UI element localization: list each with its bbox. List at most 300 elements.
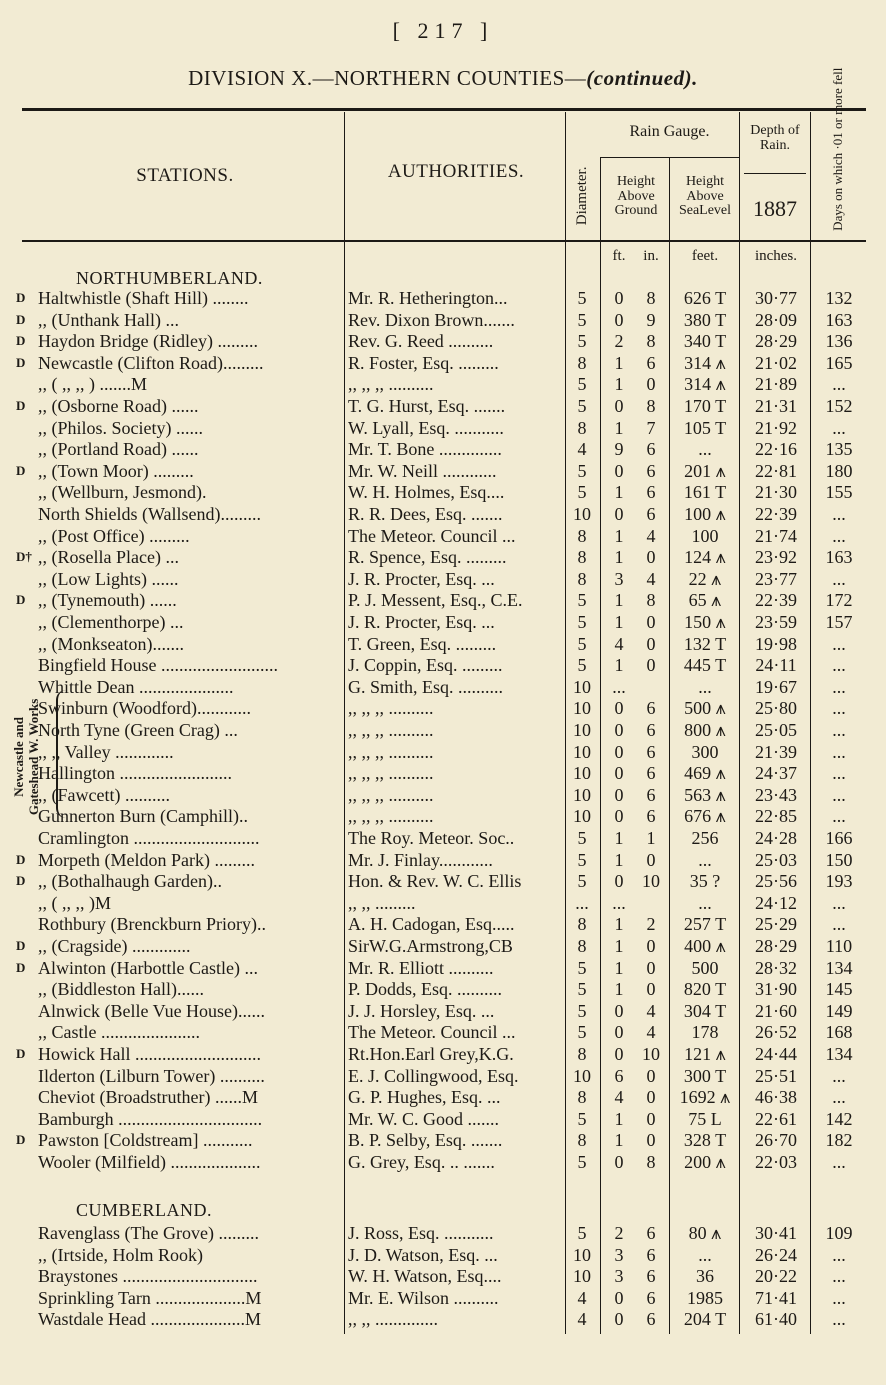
rain-days-cell: ... [832,633,846,654]
height-ft-cell: 0 [614,1044,624,1064]
rain-days-cell: ... [832,892,846,913]
authority-cell: T. Green, Esq. ......... [348,633,497,654]
station-cell: North Tyne (Green Crag) ... [38,720,238,740]
height-in-cell: 0 [646,547,656,568]
height-in-cell: 2 [646,914,656,935]
height-in-cell: 0 [646,957,656,978]
authority-cell: The Roy. Meteor. Soc.. [348,828,515,848]
authority-cell: ,, ,, ,, .......... [348,720,434,740]
station-cell: Ravenglass (The Grove) ......... [38,1223,259,1243]
station-cell: ,, ( ,, ,, )M [38,892,111,913]
height-in-cell: 6 [646,1309,656,1330]
diameter-cell: 10 [573,806,591,827]
section-heading: CUMBERLAND. [76,1200,213,1220]
diameter-cell: 10 [573,698,591,719]
authority-cell: Mr. W. Neill ............ [348,460,497,481]
height-ft-cell: 0 [614,741,624,762]
table-row [0,1021,886,1043]
station-cell: North Shields (Wallsend)......... [38,504,262,524]
height-in-cell: 6 [646,720,656,740]
diameter-cell: 8 [577,547,587,568]
station-cell: Cramlington ............................ [38,828,260,848]
rain-depth-cell: 25·29 [755,914,797,935]
authority-cell: ,, ,, ......... [348,892,416,913]
height-in-cell: 8 [646,590,656,611]
diameter-cell: 8 [577,417,587,438]
diameter-cell: 5 [577,1152,587,1172]
rain-depth-cell: 25·03 [755,849,797,870]
station-cell: Morpeth (Meldon Park) ......... [38,849,255,870]
rain-depth-cell: 21·74 [755,525,797,546]
table-row [0,719,886,741]
rain-depth-cell: 25·80 [755,698,797,719]
rain-days-cell: ... [832,806,846,827]
rain-depth-cell: 23·43 [755,784,797,805]
rain-depth-cell: 25·56 [755,871,797,892]
height-in-cell: 0 [646,374,656,395]
rain-days-cell: ... [832,1244,846,1265]
sea-level-cell: 500 [691,957,719,978]
rain-depth-cell: 23·77 [755,568,797,589]
rain-depth-cell: 22·39 [755,590,797,611]
station-cell: Wooler (Milfield) .................... [38,1152,261,1172]
authority-cell: Mr. J. Finlay............ [348,849,493,870]
height-in-cell: 6 [646,439,656,460]
rain-days-cell: ... [832,1065,846,1086]
height-ft-cell: 0 [614,504,624,524]
diameter-cell: 5 [577,1022,587,1043]
rain-depth-cell: 21·60 [755,1000,797,1021]
row-mark: D† [16,549,32,565]
height-ft-cell: 1 [614,914,624,935]
authority-cell: J. D. Watson, Esq. ... [348,1244,498,1265]
sea-level-cell: 161 T [683,482,727,503]
authority-cell: W. H. Watson, Esq.... [348,1266,502,1287]
rain-days-cell: ... [832,1287,846,1308]
authority-cell: The Meteor. Council ... [348,1022,516,1043]
station-cell: Sprinkling Tarn ....................M [38,1287,262,1308]
station-cell: ,, (Monkseaton)....... [38,633,184,654]
height-in-cell: 0 [646,849,656,870]
rain-depth-cell: 28·29 [755,331,797,352]
row-mark: D [16,873,26,889]
height-in-cell: 4 [646,1022,656,1043]
height-ft-cell: 0 [614,763,624,784]
station-cell: ,, (Irtside, Holm Rook) [38,1244,203,1265]
height-ft-cell: 0 [614,871,624,892]
height-ft-cell: 0 [614,1309,624,1330]
height-in-cell: 7 [646,417,656,438]
diameter-cell: 10 [573,504,591,524]
sea-level-cell: 170 T [683,396,727,416]
height-ft-cell: 0 [614,698,624,719]
rain-days-cell: 163 [825,547,853,568]
days-header: Days on which ·01 or more fell [830,67,846,231]
authority-cell: E. J. Collingwood, Esq. [348,1065,519,1086]
height-ft-cell: 1 [614,936,624,956]
sea-level-cell: 445 T [683,655,727,676]
authority-cell: R. Spence, Esq. ......... [348,547,507,568]
authority-cell: Hon. & Rev. W. C. Ellis [348,871,522,892]
table-row [0,697,886,719]
row-mark: D [16,311,26,327]
sea-level-cell: ... [698,439,712,460]
authority-cell: W. H. Holmes, Esq.... [348,482,505,503]
table-row [0,762,886,784]
station-cell: ,, (Post Office) ......... [38,525,190,546]
diameter-cell: 5 [577,482,587,503]
rain-days-cell: ... [832,1152,846,1172]
station-cell: ,, (Philos. Society) ...... [38,417,203,438]
station-cell: ,, (Rosella Place) ... [38,547,179,568]
height-in-cell: 8 [646,288,656,308]
unit-in: in. [643,248,659,264]
diameter-cell: 8 [577,936,587,956]
sea-level-cell: 314 ⩚ [684,374,726,395]
height-in-cell: 0 [646,633,656,654]
authority-cell: Rt.Hon.Earl Grey,K.G. [348,1044,514,1064]
table-row [0,352,886,374]
division-title [0,66,886,91]
sea-level-cell: ... [698,892,712,913]
station-cell: Hallington ......................... [38,763,232,784]
table-row [0,633,886,655]
rain-depth-cell: 71·41 [755,1287,797,1308]
height-in-cell: 9 [646,309,656,330]
height-ft-cell: 9 [614,439,624,460]
row-mark: D [16,938,26,953]
row-mark: D [16,592,26,608]
rain-gauge-rule [600,157,739,158]
sea-level-cell: 380 T [683,309,727,330]
diameter-cell: 5 [577,849,587,870]
rain-depth-cell: 28·09 [755,309,797,330]
height-ft-cell: 4 [614,633,624,654]
sea-level-cell: 500 ⩚ [684,698,726,719]
height-in-cell: 6 [646,352,656,373]
table-row [0,935,886,957]
height-in-cell: 0 [646,936,656,956]
table-row [0,892,886,914]
height-ft-cell: 1 [614,1108,624,1129]
authority-cell: ,, ,, ,, .......... [348,806,434,827]
height-in-cell: 10 [642,871,660,892]
height-in-cell: 8 [646,396,656,416]
height-ft-cell: 0 [614,1152,624,1172]
rain-depth-cell: 30·41 [755,1223,797,1243]
table-row [0,417,886,439]
height-ft-cell: 1 [614,590,624,611]
height-ft-cell: 1 [614,957,624,978]
diameter-cell: 8 [577,1087,587,1108]
sea-level-cell: ... [698,1244,712,1265]
sea-level-cell: 800 ⩚ [684,720,726,740]
rain-days-cell: ... [832,504,846,524]
authority-cell: Rev. G. Reed .......... [348,331,494,352]
rain-depth-cell: 22·61 [755,1108,797,1129]
diameter-cell: 8 [577,1130,587,1151]
height-ft-cell: 0 [614,1022,624,1043]
table-row [0,395,886,417]
station-cell: ,, (Unthank Hall) ... [38,309,179,330]
diameter-cell: 8 [577,1044,587,1064]
table-row [0,870,886,892]
height-in-cell: 6 [646,763,656,784]
table-row [0,330,886,352]
diameter-cell: 5 [577,1223,587,1243]
station-cell: Braystones .............................. [38,1266,258,1287]
station-cell: Haltwhistle (Shaft Hill) ........ [38,288,249,308]
height-in-cell: 0 [646,1065,656,1086]
diameter-cell: 5 [577,1000,587,1021]
height-in-cell: 6 [646,460,656,481]
year-header: 1887 [753,196,797,221]
station-cell: ,, (Low Lights) ...... [38,568,179,589]
table-row [0,1265,886,1287]
diameter-cell: 5 [577,396,587,416]
station-cell: ,, Castle ...................... [38,1022,200,1043]
sea-level-cell: 100 ⩚ [684,504,726,524]
sea-level-cell: 132 T [683,633,727,654]
height-in-cell: 4 [646,568,656,589]
top-rule [22,108,866,111]
height-ft-cell: 0 [614,1000,624,1021]
table-row [0,827,886,849]
sea-level-cell: 400 ⩚ [684,936,726,956]
authority-cell: The Meteor. Council ... [348,525,516,546]
diameter-cell: 4 [577,1309,587,1330]
height-ft-cell: ... [612,892,626,913]
authority-cell: Mr. E. Wilson .......... [348,1287,499,1308]
height-in-cell: 6 [646,784,656,805]
rain-depth-cell: 26·70 [755,1130,797,1151]
station-cell: Bamburgh ................................ [38,1108,263,1129]
station-cell: ,, (Wellburn, Jesmond). [38,482,207,503]
station-cell: ,, (Clementhorpe) ... [38,612,184,632]
rain-depth-cell: 20·22 [755,1266,797,1287]
rain-days-cell: ... [832,698,846,719]
authority-cell: Mr. T. Bone .............. [348,439,502,460]
height-ft-cell: 0 [614,460,624,481]
height-ft-cell: 1 [614,849,624,870]
sea-level-cell: 100 [691,525,719,546]
station-cell: Swinburn (Woodford)............ [38,698,252,719]
authority-cell: G. P. Hughes, Esq. ... [348,1087,501,1108]
sea-level-cell: 820 T [683,979,727,1000]
table-row [0,1308,886,1330]
sea-level-cell: 1985 [687,1287,723,1308]
table-row [0,805,886,827]
rain-days-cell: 157 [825,612,853,632]
row-mark: D [16,1132,26,1148]
table-row [0,525,886,547]
sea-level-cell: 563 ⩚ [684,784,726,805]
height-ft-cell: 1 [614,1130,624,1151]
table-row [0,568,886,590]
rain-days-cell: ... [832,525,846,546]
depth-header: Depth of Rain. [750,123,800,153]
rain-depth-cell: 23·92 [755,547,797,568]
height-in-cell: 0 [646,612,656,632]
table-row [0,1129,886,1151]
rain-days-cell: 136 [825,331,853,352]
rain-days-cell: ... [832,763,846,784]
row-mark: D [16,354,26,370]
unit-ft: ft. [612,248,626,264]
diameter-cell: 5 [577,871,587,892]
authority-cell: A. H. Cadogan, Esq..... [348,914,515,935]
height-ft-cell: 3 [614,1244,624,1265]
diameter-cell: 5 [577,590,587,611]
rain-depth-cell: 28·32 [755,957,797,978]
sea-level-cell: 124 ⩚ [684,547,726,568]
sea-level-cell: 314 ⩚ [684,352,726,373]
sea-level-cell: 1692 ⩚ [679,1087,731,1108]
diameter-cell: 8 [577,568,587,589]
authority-cell: B. P. Selby, Esq. ....... [348,1130,503,1151]
sea-level-cell: 80 ⩚ [688,1223,722,1243]
rain-days-cell: 150 [825,849,853,870]
table-row [0,741,886,763]
sea-level-cell: 75 L [688,1108,722,1129]
authority-cell: R. R. Dees, Esq. ....... [348,504,503,524]
rain-days-cell: ... [832,417,846,438]
height-in-cell: 8 [646,1152,656,1172]
diameter-cell: 10 [573,1065,591,1086]
authority-cell: G. Smith, Esq. .......... [348,676,504,697]
height-ft-cell: 0 [614,720,624,740]
sea-level-cell: 256 [691,828,719,848]
table-row [0,1222,886,1244]
rain-days-cell: ... [832,914,846,935]
diameter-cell: 4 [577,439,587,460]
station-cell: ,, (Tynemouth) ...... [38,590,177,611]
diameter-cell: 5 [577,374,587,395]
rain-depth-cell: 21·30 [755,482,797,503]
authority-cell: Mr. R. Elliott .......... [348,957,494,978]
height-in-cell: 0 [646,1130,656,1151]
station-cell: ,, ( ,, ,, ) .......M [38,374,147,395]
table-row [0,913,886,935]
rain-days-cell: 180 [825,460,853,481]
height-ft-cell: 0 [614,806,624,827]
height-in-cell: 6 [646,1244,656,1265]
diameter-header: Diameter. [574,166,591,226]
height-ft-cell: 3 [614,1266,624,1287]
station-cell: ,, ,, Valley ............. [38,741,174,762]
authority-cell: T. G. Hurst, Esq. ....... [348,396,506,416]
stations-header: STATIONS. [136,165,234,186]
sea-level-cell: ... [698,849,712,870]
rain-depth-cell: 22·03 [755,1152,797,1172]
table-row [0,1065,886,1087]
station-cell: Rothbury (Brenckburn Priory).. [38,914,266,935]
sea-level-cell: 121 ⩚ [684,1044,726,1064]
height-in-cell: 8 [646,331,656,352]
sea-level-cell: 105 T [683,417,727,438]
rain-depth-cell: 24·44 [755,1044,797,1064]
rain-days-cell: 182 [825,1130,853,1151]
diameter-cell: 10 [573,784,591,805]
table-row [0,309,886,331]
authority-cell: ,, ,, ,, .......... [348,784,434,805]
diameter-cell: 5 [577,460,587,481]
height-in-cell [634,892,668,914]
diameter-cell: 5 [577,288,587,308]
rain-days-cell: ... [832,1266,846,1287]
division-title-suffix: (continued). [586,66,698,90]
sea-level-cell: 300 [691,741,719,762]
station-cell: Alwinton (Harbottle Castle) ... [38,957,258,978]
rain-days-cell: ... [832,374,846,395]
diameter-cell: 5 [577,309,587,330]
rain-days-cell: ... [832,1309,846,1330]
rain-gauge-header: Rain Gauge. [629,123,710,140]
authority-cell: Mr. W. C. Good ....... [348,1108,500,1129]
rain-days-cell: ... [832,741,846,762]
station-cell: ,, (Biddleston Hall)...... [38,979,204,1000]
height-in-cell: 4 [646,1000,656,1021]
section-heading: NORTHUMBERLAND. [76,268,263,288]
station-cell: Cheviot (Broadstruther) ......M [38,1087,258,1108]
diameter-cell: 10 [573,1266,591,1287]
table-row [0,654,886,676]
rain-depth-cell: 22·85 [755,806,797,827]
height-in-cell: 0 [646,1087,656,1108]
authority-cell: J. Ross, Esq. ........... [348,1223,494,1243]
row-mark: D [16,333,26,349]
table-row [0,784,886,806]
rain-days-cell: 193 [825,871,853,892]
rain-days-cell: 142 [825,1108,853,1129]
height-in-cell: 4 [646,525,656,546]
rain-days-cell: 149 [825,1000,853,1021]
rain-days-cell: 110 [825,936,853,956]
rain-days-cell: ... [832,655,846,676]
division-title-text: DIVISION X.—NORTHERN COUNTIES— [188,66,587,90]
row-mark: D [16,290,26,305]
authority-cell: J. Coppin, Esq. ......... [348,655,503,676]
diameter-cell: 10 [573,741,591,762]
diameter-cell: 5 [577,1108,587,1129]
height-ft-cell: 2 [614,331,624,352]
station-cell: Bingfield House .......................... [38,655,278,676]
rain-depth-cell: 46·38 [755,1087,797,1108]
height-ft-cell: 4 [614,1087,624,1108]
height-in-cell: 6 [646,504,656,524]
rain-days-cell: 163 [825,309,853,330]
rain-depth-cell: 24·11 [755,655,797,676]
station-cell: Alnwick (Belle Vue House)...... [38,1000,266,1021]
sea-level-cell: 178 [691,1022,719,1043]
unit-feet: feet. [691,248,719,264]
authority-cell: W. Lyall, Esq. ........... [348,417,504,438]
table-row [0,1000,886,1022]
height-ft-cell: 0 [614,288,624,308]
station-cell: ,, (Portland Road) ...... [38,439,199,460]
table-row [0,978,886,1000]
rain-depth-cell: 22·16 [755,439,797,460]
sea-level-cell: 150 ⩚ [684,612,726,632]
table-row [0,287,886,309]
rain-depth-cell: 21·31 [755,396,797,416]
rain-depth-cell: 28·29 [755,936,797,956]
rain-days-cell: 172 [825,590,853,611]
height-in-cell [634,676,668,698]
sea-level-cell: 257 T [683,914,727,935]
diameter-cell: 4 [577,1287,587,1308]
sea-level-cell: 340 T [683,331,727,352]
